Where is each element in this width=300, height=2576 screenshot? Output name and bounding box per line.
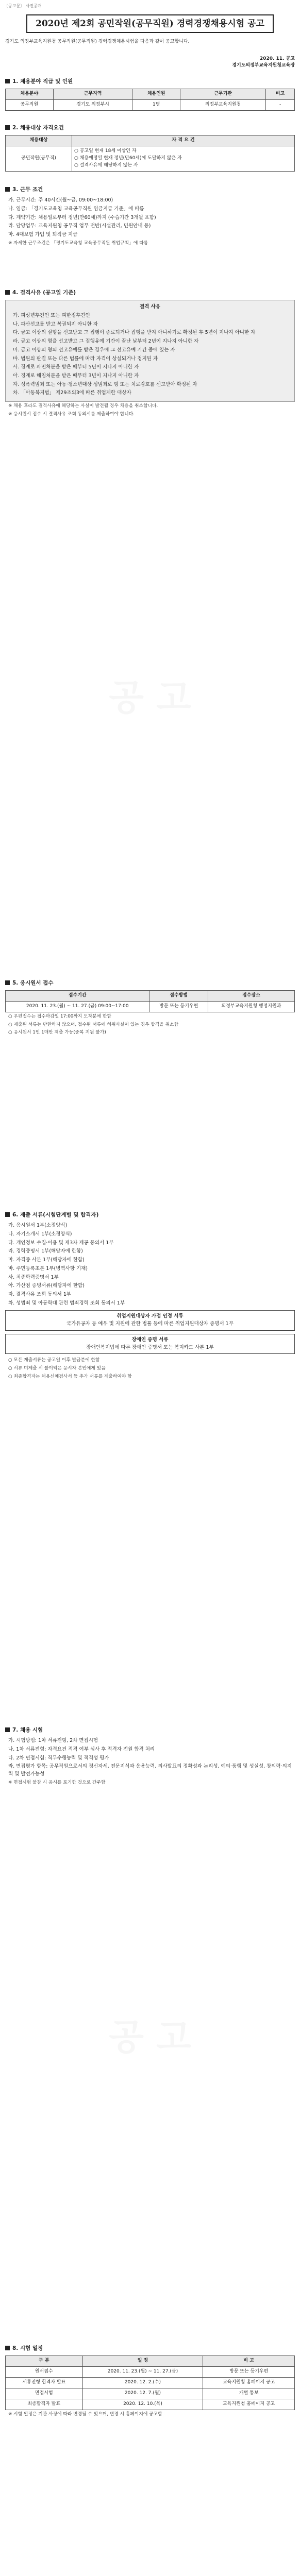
table-cell: 경기도 의정부시	[53, 100, 132, 111]
date-box	[232, 56, 295, 69]
table-header: 근무기관	[180, 89, 266, 100]
table-header: 비 고	[203, 2356, 295, 2367]
table-header: 비고	[266, 89, 295, 100]
requirements-table	[5, 135, 295, 172]
list-item: 다. 개인정보 수집·이용 및 제3자 제공 동의서 1부	[8, 1240, 114, 1246]
list-item: 바. 법원의 판결 또는 다른 법률에 따라 자격이 상실되거나 정지된 자	[13, 355, 158, 362]
list-item: 차. 「아동복지법」 제29조의3에 따른 취업제한 대상자	[13, 390, 131, 396]
list-item: 마. 자격증 사본 1부(해당자에 한함)	[8, 1257, 85, 1263]
section-5	[5, 979, 295, 1038]
list-item: 차. 성범죄 및 아동학대 관련 범죄경력 조회 동의서 1부	[8, 1300, 125, 1306]
table-cell: 2020. 12. 2.(수)	[82, 2378, 203, 2388]
box-title: 결격 사유	[139, 304, 160, 310]
list-item: 라. 면접평가 항목: 공무직원으로서의 정신자세, 전문지식과 응용능력, 의사발표의 정확성과 논리성, 예의·품행 및 성실성, 창의력·의지력 및 발전가능성	[8, 1764, 292, 1777]
table-cell: 2020. 11. 23.(월) ~ 11. 27.(금) 09:00~17:00	[6, 1002, 149, 1012]
list-item: 가. 시험방법: 1차 서류전형, 2차 면접시험	[8, 1738, 98, 1744]
list-item: 바. 주민등록초본 1부(병역사항 기재)	[8, 1265, 88, 1272]
section-heading: 6. 제출 서류(시험단계별 및 합격자)	[5, 1211, 295, 1219]
table-cell: 의정부교육지원청	[180, 100, 266, 111]
application-table	[5, 990, 295, 1012]
issuer: 경기도의정부교육지원청교육장	[232, 63, 295, 69]
table-row	[6, 2378, 295, 2388]
list-item: 마. 4대보험 가입 및 퇴직금 지급	[8, 232, 78, 238]
date-line: 2020. 11. 공고	[259, 56, 295, 61]
table-cell: 면접시험	[6, 2388, 83, 2399]
list-item: 나. 자기소개서 1부(소정양식)	[8, 1231, 72, 1237]
section-1	[5, 77, 295, 111]
watermark	[0, 670, 300, 726]
title-wrap	[0, 14, 300, 33]
table-row	[6, 1002, 295, 1012]
disability-docs-box	[5, 1334, 295, 1354]
table-cell: 방문 또는 등기우편	[149, 1002, 208, 1012]
note: ○ 모든 제출서류는 공고일 이후 발급분에 한함	[8, 1358, 100, 1363]
table-cell: ○ 공고일 현재 18세 이상인 자 ○ 채용예정일 현재 정년(만60세)에 도달하지 않은 자 ○ 결격사유에 해당하지 않는 자	[72, 146, 295, 172]
table-cell: 공민작원(공무직)	[6, 146, 72, 172]
table-cell: 교육지원청 홈페이지 공고	[203, 2378, 295, 2388]
list-item: 다. 계약기간: 채용일로부터 정년(만60세)까지 (수습기간 3개월 포함)	[8, 214, 156, 221]
table-cell: 교육지원청 홈페이지 공고	[203, 2399, 295, 2410]
watermark	[0, 2009, 300, 2065]
page-title: 2020년 제2회 공민작원(공무직원) 경력경쟁채용시험 공고	[26, 14, 274, 33]
top-note: 〔공고문〕 사전공개	[4, 4, 42, 8]
list-item: 가. 피성년후견인 또는 피한정후견인	[13, 312, 90, 318]
table-header: 근무지역	[53, 89, 132, 100]
table-header: 접수기간	[6, 991, 149, 1002]
section-6	[5, 1211, 295, 1381]
note: ○ 응시원서 1인 1매만 제출 가능(중복 지원 불가)	[8, 1030, 106, 1036]
list-item: 라. 담당업무: 교육지원청 공무직 업무 전반(시설관리, 민원안내 등)	[8, 223, 151, 229]
table-cell: 2020. 12. 10.(목)	[82, 2399, 203, 2410]
table-cell: 2020. 12. 7.(월)	[82, 2388, 203, 2399]
recruit-table	[5, 89, 295, 111]
table-header: 채용인원	[132, 89, 180, 100]
section-heading: 2. 채용대상 자격요건	[5, 124, 295, 132]
table-header: 구 분	[6, 2356, 83, 2367]
list-item: 나. 1차 서류전형: 자격요건 적격 여부 심사 후 적격자 전원 합격 처리	[8, 1746, 155, 1752]
list-item: 가. 응시원서 1부(소정양식)	[8, 1223, 68, 1229]
note: ※ 면접시험 불참 시 응시를 포기한 것으로 간주함	[8, 1780, 106, 1785]
table-cell: 개별 통보	[203, 2388, 295, 2399]
section-heading: 7. 채용 시험	[5, 1726, 295, 1734]
section-4	[5, 289, 295, 419]
section-heading: 8. 시험 일정	[5, 2344, 295, 2352]
box-title: 취업지원대상자 가점 인정 서류	[116, 1313, 184, 1319]
box-text: 국가유공자 등 예우 및 지원에 관한 법률 등에 따른 취업지원대상자 증명서 1부	[66, 1321, 234, 1327]
table-cell: 공무직원	[6, 100, 54, 111]
section-8	[5, 2344, 295, 2419]
box-text: 장애인복지법에 따른 장애인 증명서 또는 복지카드 사본 1부	[86, 1344, 214, 1350]
list-item: 나. 임금: 「경기도교육청 교육공무직원 임금지급 기준」에 따름	[8, 206, 144, 212]
list-item: 자. 성폭력범죄 또는 아동·청소년대상 성범죄로 형 또는 치료감호를 선고받아 확정된 자	[13, 381, 197, 387]
table-header: 채용분야	[6, 89, 54, 100]
section-7	[5, 1726, 295, 1787]
table-cell: 2020. 11. 23.(월) ~ 11. 27.(금)	[82, 2367, 203, 2378]
list-item: 다. 2차 면접시험: 직무수행능력 및 적격성 평가	[8, 1755, 109, 1761]
table-cell: 1명	[132, 100, 180, 111]
section-heading: 1. 채용분야 직급 및 인원	[5, 77, 295, 86]
note: ※ 시험 일정은 기관 사정에 따라 변경될 수 있으며, 변경 시 홈페이지에 공고함	[8, 2411, 162, 2417]
table-header: 접수방법	[149, 991, 208, 1002]
list-item: 가. 근무시간: 주 40시간(월~금, 09:00~18:00)	[8, 197, 113, 204]
note: ※ 응시원서 접수 시 결격사유 조회 동의서를 제출하여야 합니다.	[8, 411, 135, 417]
section-heading: 4. 결격사유 (공고일 기준)	[5, 289, 295, 297]
intro-text: 경기도 의정부교육지원청 공무직원(공무직원) 경력경쟁채용시험을 다음과 같이 공고합니다.	[5, 39, 190, 44]
table-row	[6, 100, 295, 111]
list-item: 라. 경력증명서 1부(해당자에 한함)	[8, 1248, 83, 1255]
section-heading: 5. 응시원서 접수	[5, 979, 295, 987]
list-item: 나. 파산선고를 받고 복권되지 아니한 자	[13, 321, 98, 327]
table-row	[6, 2399, 295, 2410]
note: ○ 우편접수는 접수마감일 17:00까지 도착분에 한함	[8, 1014, 111, 1020]
table-header: 일 정	[82, 2356, 203, 2367]
table-cell: 서류전형 합격자 발표	[6, 2378, 83, 2388]
table-header: 채용대상	[6, 135, 72, 146]
section-3	[5, 185, 295, 248]
list-item: 사. 최종학력증명서 1부	[8, 1274, 59, 1280]
note: ○ 서류 미제출 시 불이익은 응시자 본인에게 있음	[8, 1365, 106, 1371]
schedule-table	[5, 2355, 295, 2410]
table-row	[6, 2388, 295, 2399]
list-item: 다. 금고 이상의 실형을 선고받고 그 집행이 종료되거나 집행을 받지 아니하기로 확정된 후 5년이 지나지 아니한 자	[13, 330, 256, 336]
veteran-docs-box	[5, 1310, 295, 1330]
note: ○ 제출된 서류는 반환하지 않으며, 접수된 서류에 허위사실이 있는 경우 합격을 취소함	[8, 1022, 179, 1027]
list-item: 마. 금고 이상의 형의 선고유예를 받은 경우에 그 선고유예 기간 중에 있는 자	[13, 347, 175, 353]
box-title: 장애인 증명 서류	[131, 1336, 169, 1343]
list-item: 아. 가산점 증빙서류(해당자에 한함)	[8, 1283, 85, 1289]
note: ※ 채용 후라도 결격사유에 해당하는 사실이 발견될 경우 채용을 취소합니다.	[8, 403, 158, 409]
table-cell: 방문 또는 등기우편	[203, 2367, 295, 2378]
section-heading: 3. 근무 조건	[5, 185, 295, 194]
table-cell: -	[266, 100, 295, 111]
table-cell: 원서접수	[6, 2367, 83, 2378]
table-header: 자 격 요 건	[72, 135, 295, 146]
list-item: 자. 결격사유 조회 동의서 1부	[8, 1292, 72, 1298]
disqualification-box	[5, 300, 295, 402]
list-item: 사. 징계로 파면처분을 받은 때부터 5년이 지나지 아니한 자	[13, 364, 139, 370]
note: ※ 자세한 근무조건은 「경기도교육청 교육공무직원 취업규칙」에 따름	[8, 240, 148, 246]
note: ○ 최종합격자는 채용신체검사서 등 추가 서류를 제출하여야 함	[8, 1374, 132, 1379]
table-header: 접수장소	[208, 991, 294, 1002]
list-item: 아. 징계로 해임처분을 받은 때부터 3년이 지나지 아니한 자	[13, 373, 139, 379]
table-row	[6, 146, 295, 172]
section-2	[5, 124, 295, 172]
table-row	[6, 2367, 295, 2378]
list-item: 라. 금고 이상의 형을 선고받고 그 집행유예 기간이 끝난 날부터 2년이 지나지 아니한 자	[13, 338, 199, 345]
table-cell: 의정부교육지원청 행정지원과	[208, 1002, 294, 1012]
table-cell: 최종합격자 발표	[6, 2399, 83, 2410]
